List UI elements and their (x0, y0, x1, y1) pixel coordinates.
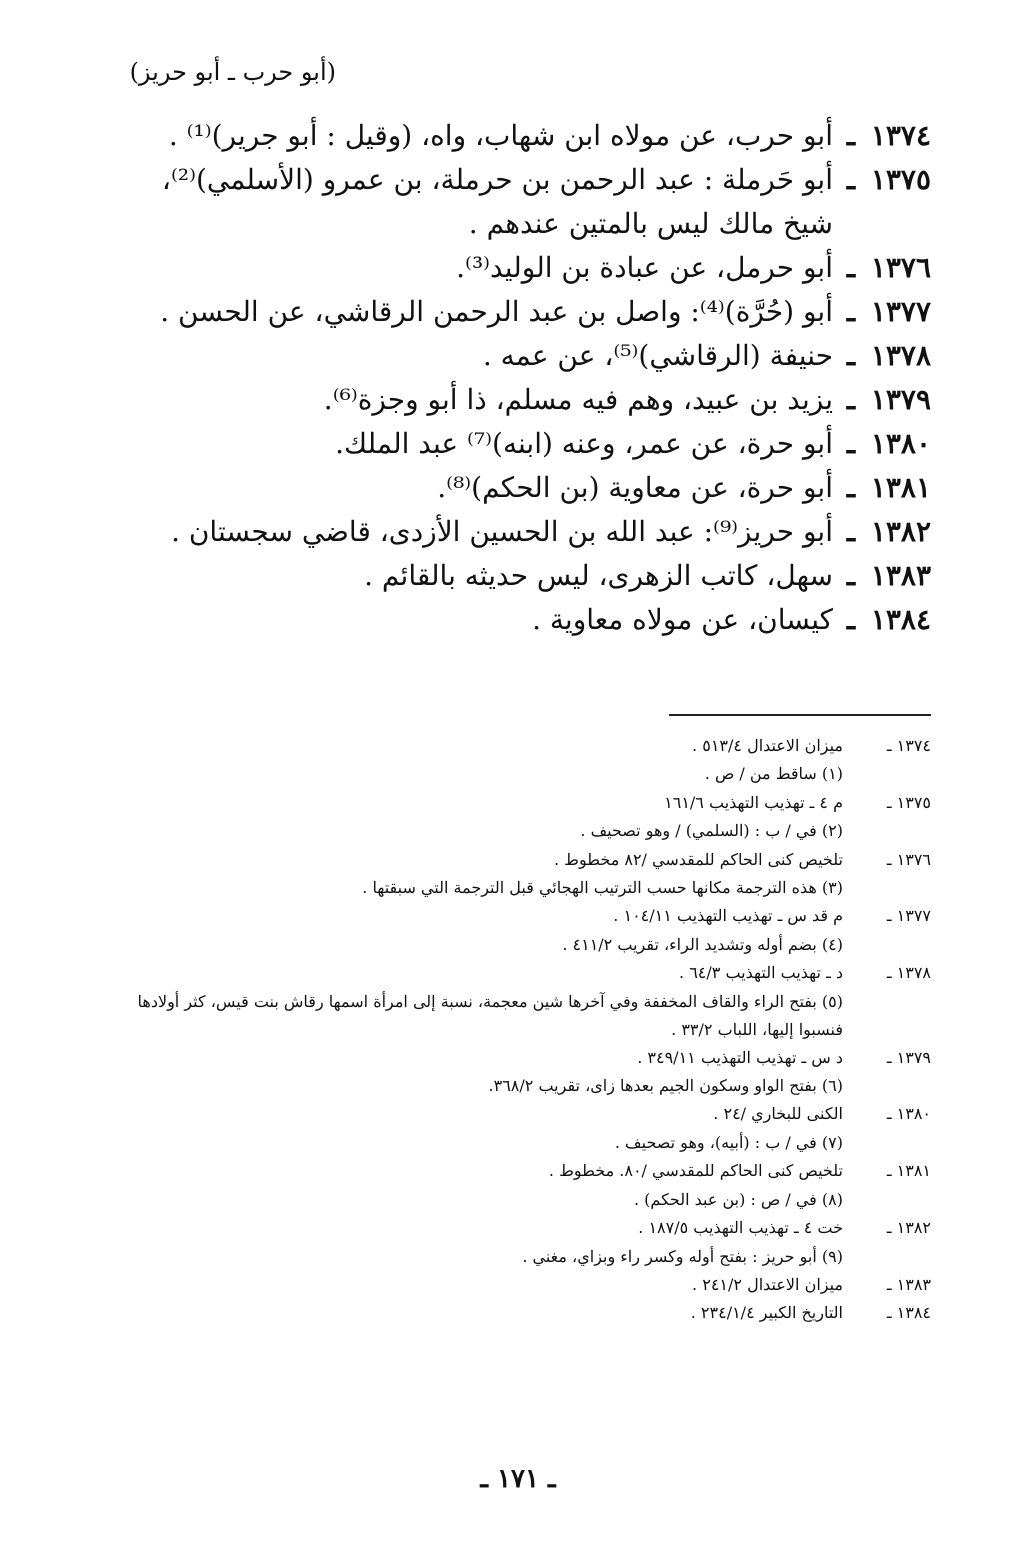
entry-text: أبو حرة، عن معاوية (بن الحكم)⁽⁸⁾. (437, 471, 833, 504)
entry-1383 (131, 554, 931, 598)
entry-number: ١٣٧٦ ـ (846, 251, 931, 284)
footnote-number: ١٣٧٤ ـ (886, 736, 931, 755)
footnote-text: تلخيص كنى الحاكم للمقدسي /٨٢ مخطوط . (554, 849, 843, 869)
entry-number: ١٣٧٨ ـ (846, 339, 931, 372)
entry-1380 (131, 422, 931, 466)
footnote-note-5 (131, 988, 931, 1044)
entry-1374 (131, 114, 931, 158)
entry-1375 (131, 158, 931, 246)
entry-1376 (131, 246, 931, 290)
footnote-number: ١٣٧٥ ـ (886, 792, 931, 812)
footnote-source-1378 (131, 959, 931, 987)
footnote-number: ١٣٧٨ ـ (886, 963, 931, 983)
entry-text: أبو (حُرَّة)⁽⁴⁾: واصل بن عبد الرحمن الرقاشي، عن الحسن . (160, 295, 833, 328)
footnote-divider (669, 714, 931, 716)
footnote-number: ١٣٧٩ ـ (886, 1047, 931, 1067)
footnote-text: (٣) هذه الترجمة مكانها حسب الترتيب الهجائي قبل الترجمة التي سبقتها . (362, 878, 843, 898)
entry-text: أبو حريز⁽⁹⁾: عبد الله بن الحسين الأزدى، قاضي سجستان . (171, 515, 833, 548)
footnote-note-1 (131, 760, 931, 788)
entry-number: ١٣٨٤ ـ (846, 603, 931, 636)
footnote-text: م ٤ ـ تهذيب التهذيب ١٦١/٦ (664, 792, 843, 812)
footnote-source-1381 (131, 1157, 931, 1185)
footnote-text: (٨) في / ص : (بن عبد الحكم) . (634, 1189, 843, 1209)
entry-number: ١٣٨١ ـ (846, 471, 931, 504)
entry-number: ١٣٨٢ ـ (846, 515, 931, 548)
entry-1379 (131, 378, 931, 422)
footnote-text: ميزان الاعتدال ٥١٣/٤ . (692, 736, 843, 755)
footnote-number: ١٣٨٠ ـ (886, 1104, 931, 1124)
footnote-text: د س ـ تهذيب التهذيب ٣٤٩/١١ . (637, 1047, 843, 1067)
entry-number: ١٣٧٤ ـ (846, 119, 931, 152)
footnotes (131, 732, 931, 1328)
footnote-note-7 (131, 1129, 931, 1157)
entry-1377 (131, 290, 931, 334)
footnote-source-1377 (131, 902, 931, 930)
footnote-number: ١٣٨٤ ـ (886, 1303, 931, 1323)
entry-number: ١٣٧٧ ـ (846, 295, 931, 328)
footnote-note-2 (131, 817, 931, 845)
running-header: (أبو حرب ـ أبو حريز) (129, 58, 336, 86)
footnote-note-3 (131, 874, 931, 902)
entry-number: ١٣٧٩ ـ (846, 383, 931, 416)
footnote-number: ١٣٧٦ ـ (886, 849, 931, 869)
footnote-source-1380 (131, 1100, 931, 1128)
entry-text: أبو حرة، عن عمر، وعنه (ابنه)⁽⁷⁾ عبد الملك. (335, 427, 833, 460)
page-number: ـ ١٧١ ـ (480, 1464, 556, 1494)
entry-text: سهل، كاتب الزهرى، ليس حديثه بالقائم . (364, 559, 833, 592)
entry-1381 (131, 466, 931, 510)
footnote-note-6 (131, 1072, 931, 1100)
footnote-number: ١٣٧٧ ـ (886, 906, 931, 926)
footnote-note-8 (131, 1186, 931, 1214)
entry-text: أبو حرمل، عن عبادة بن الوليد⁽³⁾. (456, 251, 833, 284)
entry-text: أبو حرب، عن مولاه ابن شهاب، واه، (وقيل : أبو جرير)⁽¹⁾ . (168, 119, 833, 152)
footnote-source-1379 (131, 1044, 931, 1072)
footnote-number: ١٣٨٣ ـ (886, 1274, 931, 1294)
footnote-source-1374 (131, 732, 931, 760)
footnote-source-1384 (131, 1299, 931, 1327)
footnote-source-1375 (131, 789, 931, 817)
entry-text: حنيفة (الرقاشي)⁽⁵⁾، عن عمه . (482, 339, 833, 372)
footnote-number: ١٣٨٢ ـ (886, 1218, 931, 1238)
footnote-note-9 (131, 1243, 931, 1271)
footnote-text: الكنى للبخاري /٢٤ . (713, 1104, 843, 1124)
footnote-source-1376 (131, 846, 931, 874)
footnote-text: ميزان الاعتدال ٢٤١/٢ . (692, 1274, 843, 1294)
footnote-text: د ـ تهذيب التهذيب ٦٤/٣ . (679, 963, 843, 983)
entry-number: ١٣٨٣ ـ (846, 559, 931, 592)
entry-text: أبو حَرملة : عبد الرحمن بن حرملة، بن عمرو (الأسلمي)⁽²⁾، شيخ مالك ليس بالمتين عندهم . (161, 163, 833, 240)
footnote-source-1382 (131, 1214, 931, 1242)
entry-text: كيسان، عن مولاه معاوية . (532, 603, 833, 636)
footnote-text: التاريخ الكبير ٢٣٤/١/٤ . (690, 1303, 843, 1323)
footnote-text: (٢) في / ب : (السلمي) / وهو تصحيف . (580, 821, 843, 841)
footnote-text: (٧) في / ب : (أبيه)، وهو تصحيف . (614, 1132, 843, 1152)
entry-number: ١٣٨٠ ـ (846, 427, 931, 460)
footnote-text: م قد س ـ تهذيب التهذيب ١٠٤/١١ . (613, 906, 843, 926)
footnote-text: خت ٤ ـ تهذيب التهذيب ١٨٧/٥ . (638, 1218, 843, 1238)
footnote-text: (٤) بضم أوله وتشديد الراء، تقريب ٤١١/٢ . (562, 934, 843, 954)
footnote-text: (٦) بفتح الواو وسكون الجيم بعدها زاى، تقريب ٣٦٨/٢. (488, 1076, 843, 1096)
footnote-number: ١٣٨١ ـ (886, 1161, 931, 1181)
entry-text: يزيد بن عبيد، وهم فيه مسلم، ذا أبو وجزة⁽⁶⁾. (323, 383, 833, 416)
entry-1382 (131, 510, 931, 554)
footnote-text: (٥) بفتح الراء والقاف المخففة وفي آخرها شين معجمة، نسبة إلى امرأة اسمها رقاش بنت قيس، كثر أولادها فنسبوا إليها، اللباب ٣٣/٢ . (137, 991, 843, 1039)
entry-1378 (131, 334, 931, 378)
footnote-source-1383 (131, 1271, 931, 1299)
footnote-text: (١) ساقط من / ص . (704, 764, 843, 784)
entry-number: ١٣٧٥ ـ (846, 163, 931, 196)
footnote-note-4 (131, 931, 931, 959)
footnote-text: (٩) أبو حريز : بفتح أوله وكسر راء وبزاي، مغني . (522, 1246, 843, 1266)
entry-1384 (131, 598, 931, 642)
footnote-text: تلخيص كنى الحاكم للمقدسي /٨٠. مخطوط . (548, 1161, 843, 1181)
main-entries (131, 114, 931, 642)
